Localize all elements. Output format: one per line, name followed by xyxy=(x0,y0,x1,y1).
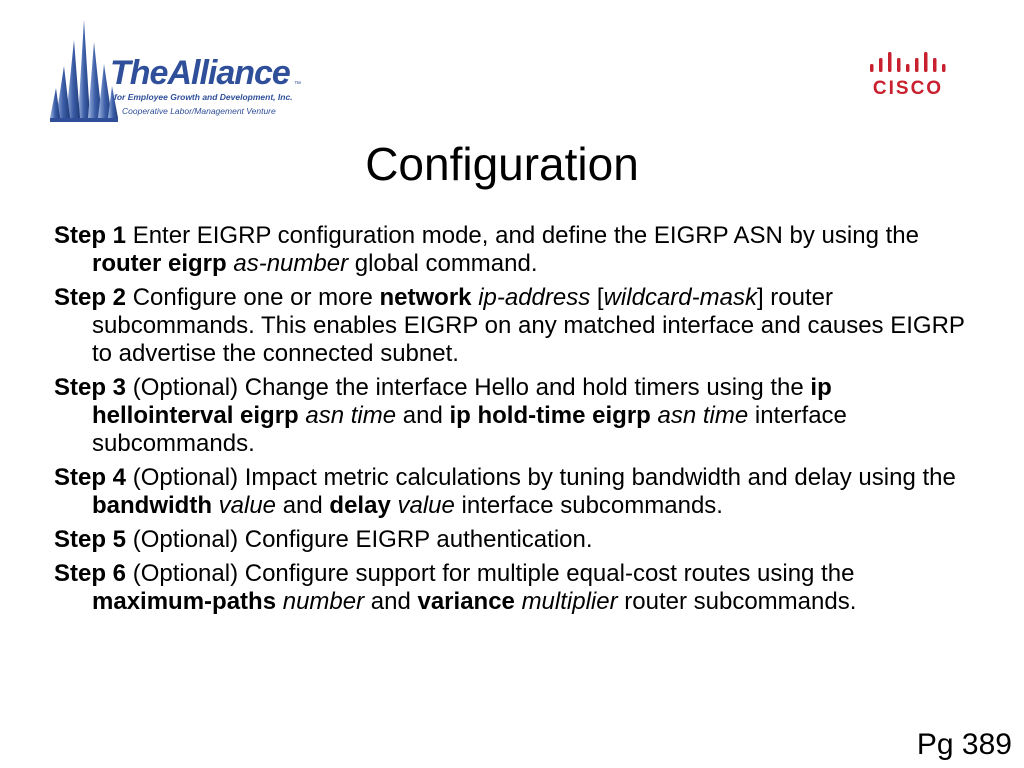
step-text: (Optional) Change the interface Hello and hold timers using the xyxy=(132,374,811,401)
step-label: Step 2 xyxy=(54,284,127,311)
command-argument: multiplier xyxy=(521,588,618,615)
step-item xyxy=(54,526,974,554)
command-argument: asn time xyxy=(657,402,749,429)
command-argument: wildcard-mask xyxy=(603,284,757,311)
step-item xyxy=(54,222,974,278)
alliance-logo xyxy=(50,18,310,128)
command-argument: number xyxy=(282,588,365,615)
command-keyword: maximum-paths xyxy=(92,588,277,615)
alliance-tagline: for Employee Growth and Development, Inc. xyxy=(114,92,293,102)
step-item xyxy=(54,374,974,458)
step-text: interface subcommands. xyxy=(92,402,847,457)
step-item xyxy=(54,464,974,520)
step-text xyxy=(515,588,522,615)
command-keyword: ip hold-time eigrp xyxy=(449,402,651,429)
step-text: and xyxy=(364,588,418,615)
step-text xyxy=(276,588,283,615)
command-keyword: variance xyxy=(417,588,515,615)
command-keyword: delay xyxy=(329,492,391,519)
command-argument: ip-address xyxy=(478,284,591,311)
page-title: Configuration xyxy=(365,138,639,190)
step-text: and xyxy=(276,492,330,519)
step-label: Step 3 xyxy=(54,374,127,401)
step-text: global command. xyxy=(348,250,538,277)
command-argument: asn time xyxy=(305,402,397,429)
step-text: and xyxy=(396,402,450,429)
step-text: (Optional) Configure support for multiple equal-cost routes using the xyxy=(132,560,855,587)
step-text: (Optional) Impact metric calculations by tuning bandwidth and delay using the xyxy=(132,464,956,491)
step-text: router subcommands. xyxy=(617,588,857,615)
steps-list xyxy=(54,222,974,622)
cisco-bars-icon xyxy=(870,52,946,72)
step-text xyxy=(212,492,219,519)
step-label: Step 1 xyxy=(54,222,127,249)
alliance-wordmark: TheAlliance xyxy=(110,54,290,92)
step-label: Step 5 xyxy=(54,526,127,553)
step-item xyxy=(54,284,974,368)
tower-icon xyxy=(50,20,118,122)
page-number: Pg 389 xyxy=(916,728,1012,761)
alliance-tm: ™ xyxy=(294,81,301,88)
step-text: Enter EIGRP configuration mode, and define the EIGRP ASN by using the xyxy=(132,222,919,249)
cisco-wordmark: CISCO xyxy=(872,78,944,99)
command-argument: value xyxy=(397,492,455,519)
command-keyword: ip hellointerval eigrp xyxy=(92,374,832,429)
step-text: Configure one or more xyxy=(132,284,380,311)
step-text: ] router subcommands. This enables EIGRP on any matched interface and causes EIGRP to advertise the connected subnet. xyxy=(92,284,965,367)
command-keyword: bandwidth xyxy=(92,492,212,519)
step-text: [ xyxy=(590,284,604,311)
step-label: Step 6 xyxy=(54,560,127,587)
command-argument: value xyxy=(218,492,277,519)
command-keyword: network xyxy=(379,284,472,311)
step-text: (Optional) Configure EIGRP authentication. xyxy=(132,526,593,553)
alliance-subtitle: Cooperative Labor/Management Venture xyxy=(122,106,276,116)
command-argument: as-number xyxy=(233,250,349,277)
step-text: interface subcommands. xyxy=(454,492,723,519)
cisco-logo xyxy=(866,44,962,100)
step-item xyxy=(54,560,974,616)
command-keyword: router eigrp xyxy=(92,250,227,277)
step-label: Step 4 xyxy=(54,464,127,491)
